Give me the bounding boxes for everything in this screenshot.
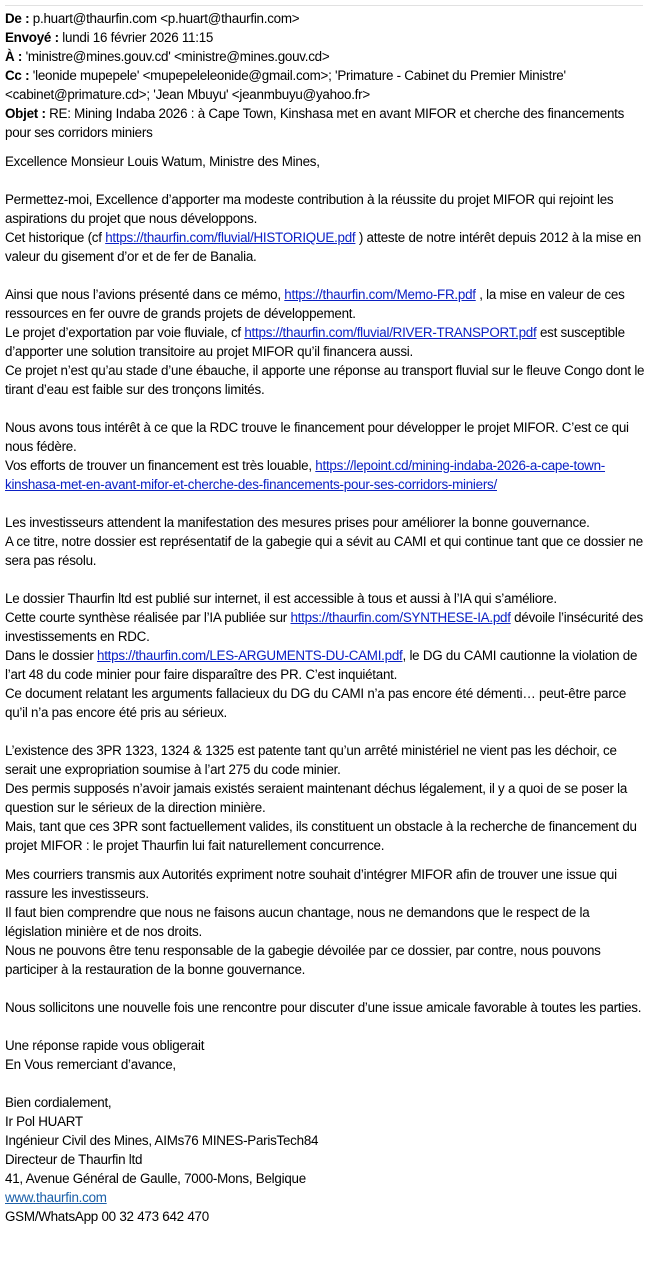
text: dévoile l’insécurité des investissements en RDC. xyxy=(5,610,643,644)
paragraph-text xyxy=(5,456,647,494)
historique-link[interactable]: https://thaurfin.com/fluvial/HISTORIQUE.pdf xyxy=(105,230,356,245)
paragraph-text xyxy=(5,228,647,266)
email-message xyxy=(0,6,653,1226)
paragraph-text: A ce titre, notre dossier est représentatif de la gabegie qui a sévit au CAMI et qui continue tant que ce dossier ne sera pas résolu. xyxy=(5,534,643,568)
sent-value: lundi 16 février 2026 11:15 xyxy=(62,30,214,45)
paragraph-6 xyxy=(5,741,647,855)
text: Cette courte synthèse réalisée par l’IA publiée sur xyxy=(5,610,291,625)
text: Cet historique (cf xyxy=(5,230,106,245)
email-body xyxy=(5,152,647,1226)
paragraph-text: Nous sollicitons une nouvelle fois une rencontre pour discuter d’une issue amicale favorable à toutes les parties. xyxy=(5,1000,642,1015)
paragraph-text xyxy=(5,323,647,361)
paragraph-text xyxy=(5,285,647,323)
paragraph-text: En Vous remerciant d’avance, xyxy=(5,1057,176,1072)
from-label: De : xyxy=(5,11,30,26)
paragraph-text: Mais, tant que ces 3PR sont factuellement valides, ils constituent un obstacle à la recherche de financement du projet MIFOR : le projet Thaurfin lui fait naturellement concurrence. xyxy=(5,819,637,853)
paragraph-text: Nous ne pouvons être tenu responsable de la gabegie dévoilée par ce dossier, par contre, nous pouvons participer à la restauration de la bonne gouvernance. xyxy=(5,943,601,977)
signature-name: Ir Pol HUART xyxy=(5,1114,83,1129)
email-header xyxy=(5,6,647,142)
paragraph-text xyxy=(5,608,647,646)
synthese-ia-link[interactable]: https://thaurfin.com/SYNTHESE-IA.pdf xyxy=(290,610,511,625)
paragraph-3 xyxy=(5,418,647,494)
paragraph-7 xyxy=(5,865,647,979)
to-row xyxy=(5,47,647,66)
arguments-cami-link[interactable]: https://thaurfin.com/LES-ARGUMENTS-DU-CAMI.pdf xyxy=(97,648,403,663)
to-label: À : xyxy=(5,49,23,64)
text: , le DG du CAMI cautionne la violation de l’art 48 du code minier pour faire disparaître des PR. C’est inquiétant. xyxy=(5,648,638,682)
paragraph-text: Une réponse rapide vous obligerait xyxy=(5,1038,205,1053)
to-value: 'ministre@mines.gouv.cd' <ministre@mines.gouv.cd> xyxy=(25,49,330,64)
paragraph-text: Nous avons tous intérêt à ce que la RDC trouve le financement pour développer le projet MIFOR. C’est ce qui nous fédère. xyxy=(5,420,629,454)
paragraph-8 xyxy=(5,998,647,1017)
cc-label: Cc : xyxy=(5,68,30,83)
paragraph-text: Permettez-moi, Excellence d’apporter ma modeste contribution à la réussite du projet MIFOR qui rejoint les aspirations du projet que nous développons. xyxy=(5,192,614,226)
signature-closing: Bien cordialement, xyxy=(5,1095,112,1110)
paragraph-2 xyxy=(5,285,647,399)
text: Ainsi que nous l’avions présenté dans ce mémo, xyxy=(5,287,285,302)
text: est susceptible d’apporter une solution transitoire au projet MIFOR qu’il financera aussi. xyxy=(5,325,625,359)
sent-row xyxy=(5,28,647,47)
paragraph-9 xyxy=(5,1036,647,1074)
paragraph-text: L’existence des 3PR 1323, 1324 & 1325 est patente tant qu’un arrêté ministériel ne vient pas les déchoir, ce serait une expropriation soumise à l’art 275 du code minier. xyxy=(5,743,617,777)
lepoint-article-link[interactable]: https://lepoint.cd/mining-indaba-2026-a-cape-town-kinshasa-met-en-avant-mifor-et-cherche-des-financements-pour-ses-corridors-miniers/ xyxy=(5,458,606,492)
signature-title: Ingénieur Civil des Mines, AIMs76 MINES-ParisTech84 xyxy=(5,1133,319,1148)
paragraph-text: Des permis supposés n’avoir jamais existés seraient maintenant déchus légalement, il y a quoi de se poser la question sur le sérieux de la direction minière. xyxy=(5,781,628,815)
text: Vos efforts de trouver un financement est très louable, xyxy=(5,458,316,473)
text: , la mise en valeur de ces ressources en fer ouvre de grands projets de développement. xyxy=(5,287,625,321)
text: Dans le dossier xyxy=(5,648,98,663)
paragraph-text: Les investisseurs attendent la manifestation des mesures prises pour améliorer la bonne gouvernance. xyxy=(5,515,590,530)
text: Le projet d’exportation par voie fluviale, cf xyxy=(5,325,245,340)
signature-phone: GSM/WhatsApp 00 32 473 642 470 xyxy=(5,1209,209,1224)
subject-label: Objet : xyxy=(5,106,46,121)
paragraph-text: Mes courriers transmis aux Autorités expriment notre souhait d’intégrer MIFOR afin de trouver une issue qui rassure les investisseurs. xyxy=(5,867,617,901)
paragraph-5 xyxy=(5,589,647,722)
from-row xyxy=(5,9,647,28)
from-value: p.huart@thaurfin.com <p.huart@thaurfin.com> xyxy=(32,11,300,26)
website-link[interactable]: www.thaurfin.com xyxy=(5,1190,107,1205)
river-transport-link[interactable]: https://thaurfin.com/fluvial/RIVER-TRANSPORT.pdf xyxy=(244,325,537,340)
paragraph-1 xyxy=(5,190,647,266)
text: ) atteste de notre intérêt depuis 2012 à la mise en valeur du gisement d’or et de fer de Banalia. xyxy=(5,230,641,264)
paragraph-text: Ce projet n’est qu’au stade d’une ébauche, il apporte une réponse au transport fluvial sur le fleuve Congo dont le tirant d’eau est faible sur des tronçons limités. xyxy=(5,363,645,397)
subject-row xyxy=(5,104,647,142)
signature-role: Directeur de Thaurfin ltd xyxy=(5,1152,143,1167)
memo-link[interactable]: https://thaurfin.com/Memo-FR.pdf xyxy=(284,287,476,302)
signature xyxy=(5,1093,647,1226)
paragraph-text: Il faut bien comprendre que nous ne faisons aucun chantage, nous ne demandons que le respect de la législation minière et de nos droits. xyxy=(5,905,590,939)
paragraph-4 xyxy=(5,513,647,570)
sent-label: Envoyé : xyxy=(5,30,59,45)
greeting: Excellence Monsieur Louis Watum, Ministre des Mines, xyxy=(5,154,320,169)
subject-value: RE: Mining Indaba 2026 : à Cape Town, Kinshasa met en avant MIFOR et cherche des financements pour ses corridors miniers xyxy=(5,106,625,140)
signature-address: 41, Avenue Général de Gaulle, 7000-Mons, Belgique xyxy=(5,1171,306,1186)
paragraph-text: Ce document relatant les arguments fallacieux du DG du CAMI n’a pas encore été démenti… peut-être parce qu’il n’a pas encore été pris au sérieux. xyxy=(5,686,627,720)
cc-row xyxy=(5,66,647,104)
paragraph-text: Le dossier Thaurfin ltd est publié sur internet, il est accessible à tous et aussi à l’IA qui s’améliore. xyxy=(5,591,557,606)
cc-value: 'leonide mupepele' <mupepeleleonide@gmail.com>; 'Primature - Cabinet du Premier Ministre' <cabinet@primature.cd>; 'Jean Mbuyu' <jeanmbuyu@yahoo.fr> xyxy=(5,68,566,102)
paragraph-text xyxy=(5,646,647,684)
